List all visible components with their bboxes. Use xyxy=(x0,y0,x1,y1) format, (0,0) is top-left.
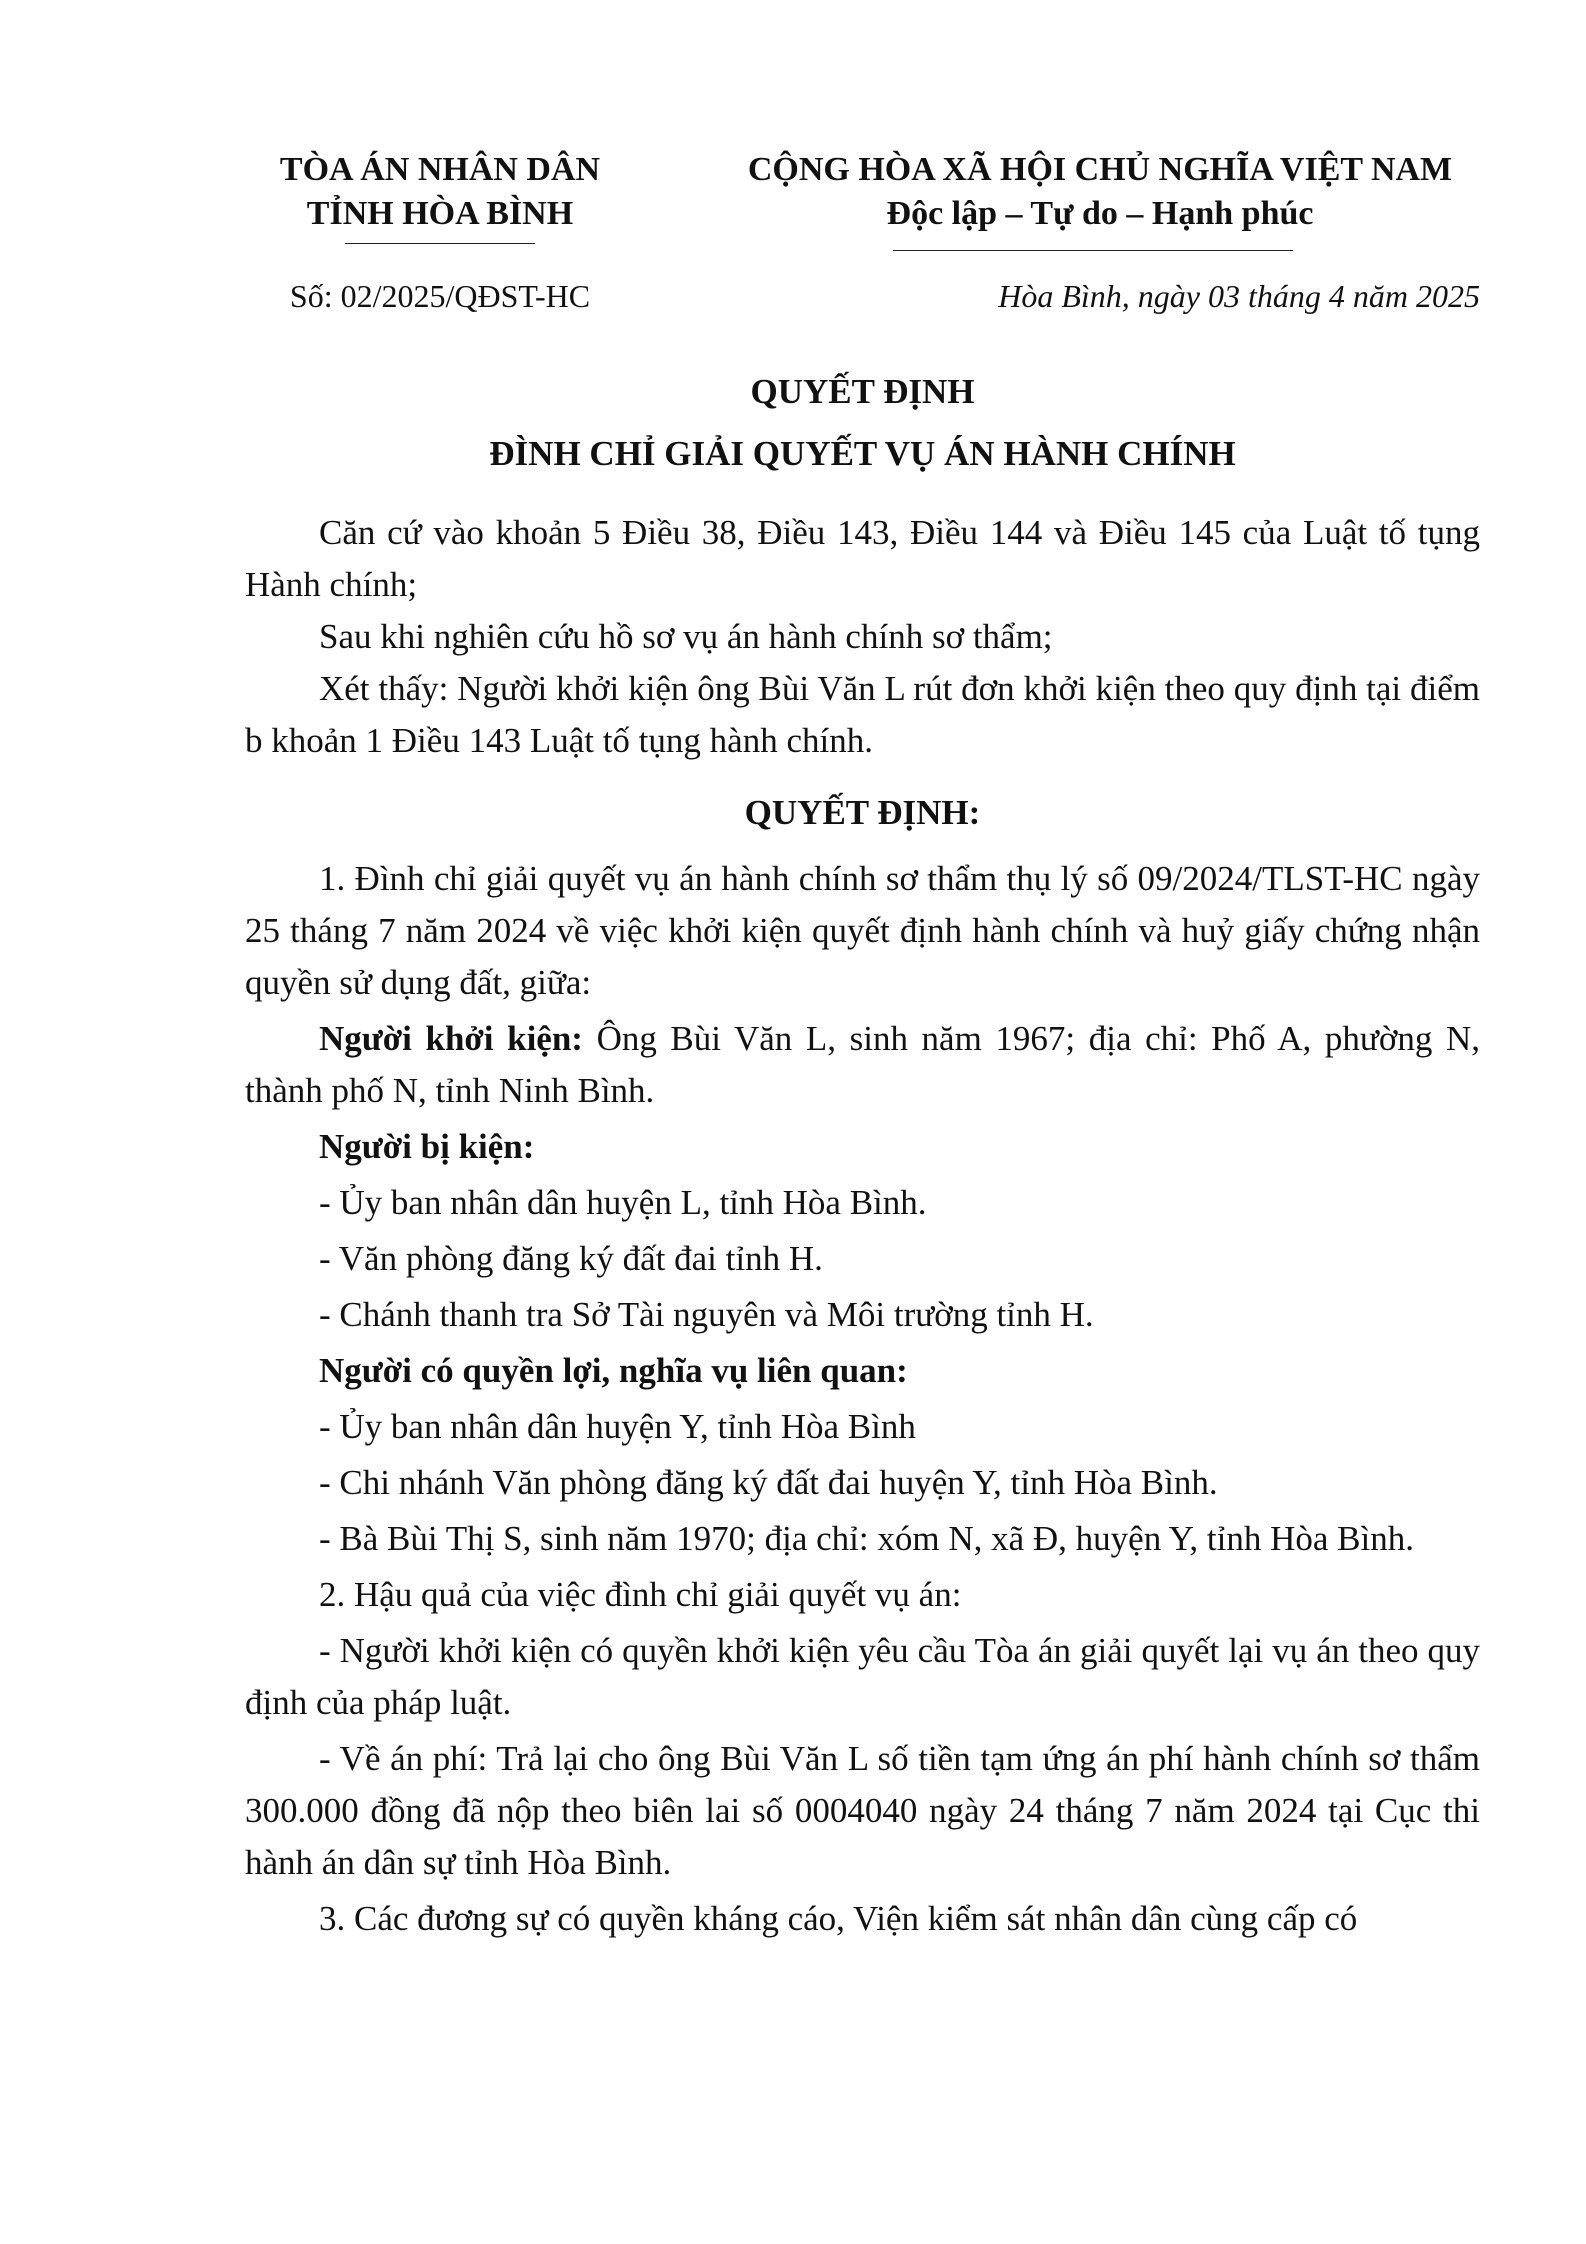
document-number: Số: 02/2025/QĐST-HC xyxy=(289,278,591,314)
plaintiff-paragraph xyxy=(245,1013,1480,1117)
court-name-block xyxy=(250,148,630,236)
legal-basis-1: Căn cứ vào khoản 5 Điều 38, Điều 143, Điều 144 và Điều 145 của Luật tố tụng Hành chính; xyxy=(245,513,1480,604)
decision-item-2a: - Người khởi kiện có quyền khởi kiện yêu cầu Tòa án giải quyết lại vụ án theo quy định của pháp luật. xyxy=(245,1631,1480,1722)
document-subtitle: ĐÌNH CHỈ GIẢI QUYẾT VỤ ÁN HÀNH CHÍNH xyxy=(489,434,1236,473)
related-party-label: Người có quyền lợi, nghĩa vụ liên quan: xyxy=(319,1351,908,1390)
document-body xyxy=(245,507,1480,1945)
decision-item-2b: - Về án phí: Trả lại cho ông Bùi Văn L số tiền tạm ứng án phí hành chính sơ thẩm 300.000 đồng đã nộp theo biên lai số 0004040 ngày 24 tháng 7 năm 2024 tại Cục thi hành án dân sự tỉnh Hòa Bình. xyxy=(245,1739,1480,1882)
related-party-item-2: - Chi nhánh Văn phòng đăng ký đất đai huyện Y, tỉnh Hòa Bình. xyxy=(319,1463,1218,1502)
court-name-line2: TỈNH HÒA BÌNH xyxy=(306,195,574,232)
plaintiff-text: Ông Bùi Văn L, sinh năm 1967; địa chỉ: Phố A, phường N, thành phố N, tỉnh Ninh Bình. xyxy=(245,1019,1481,1110)
legal-basis-3: Xét thấy: Người khởi kiện ông Bùi Văn L rút đơn khởi kiện theo quy định tại điểm b khoản 1 Điều 143 Luật tố tụng hành chính. xyxy=(245,669,1480,760)
decision-item-2: 2. Hậu quả của việc đình chỉ giải quyết vụ án: xyxy=(319,1575,962,1614)
legal-basis-2: Sau khi nghiên cứu hồ sơ vụ án hành chính sơ thẩm; xyxy=(319,617,1053,656)
decision-item-3: 3. Các đương sự có quyền kháng cáo, Viện kiểm sát nhân dân cùng cấp có xyxy=(319,1899,1358,1938)
defendant-item-1: - Ủy ban nhân dân huyện L, tỉnh Hòa Bình. xyxy=(319,1183,927,1222)
decision-item-1: 1. Đình chỉ giải quyết vụ án hành chính sơ thẩm thụ lý số 09/2024/TLST-HC ngày 25 tháng 7 năm 2024 về việc khởi kiện quyết định hành chính và huỷ giấy chứng nhận quyền sử dụng đất, giữa: xyxy=(245,859,1480,1002)
court-name-line1: TÒA ÁN NHÂN DÂN xyxy=(279,151,601,188)
defendant-item-3: - Chánh thanh tra Sở Tài nguyên và Môi trường tỉnh H. xyxy=(319,1295,1094,1334)
court-name-underline xyxy=(345,243,535,244)
related-party-item-1: - Ủy ban nhân dân huyện Y, tỉnh Hòa Bình xyxy=(319,1407,916,1446)
national-name: CỘNG HÒA XÃ HỘI CHỦ NGHĨA VIỆT NAM xyxy=(747,151,1453,188)
national-motto: Độc lập – Tự do – Hạnh phúc xyxy=(886,195,1314,232)
defendant-item-2: - Văn phòng đăng ký đất đai tỉnh H. xyxy=(319,1239,823,1278)
motto-underline xyxy=(893,250,1293,251)
place-and-date: Hòa Bình, ngày 03 tháng 4 năm 2025 xyxy=(998,278,1480,314)
related-party-item-3: - Bà Bùi Thị S, sinh năm 1970; địa chỉ: xóm N, xã Đ, huyện Y, tỉnh Hòa Bình. xyxy=(319,1519,1414,1558)
national-motto-block xyxy=(720,148,1480,236)
decision-heading: QUYẾT ĐỊNH: xyxy=(744,793,981,832)
plaintiff-label: Người khởi kiện: xyxy=(319,1019,583,1058)
defendant-label: Người bị kiện: xyxy=(319,1127,535,1166)
document-title: QUYẾT ĐỊNH xyxy=(750,372,975,411)
